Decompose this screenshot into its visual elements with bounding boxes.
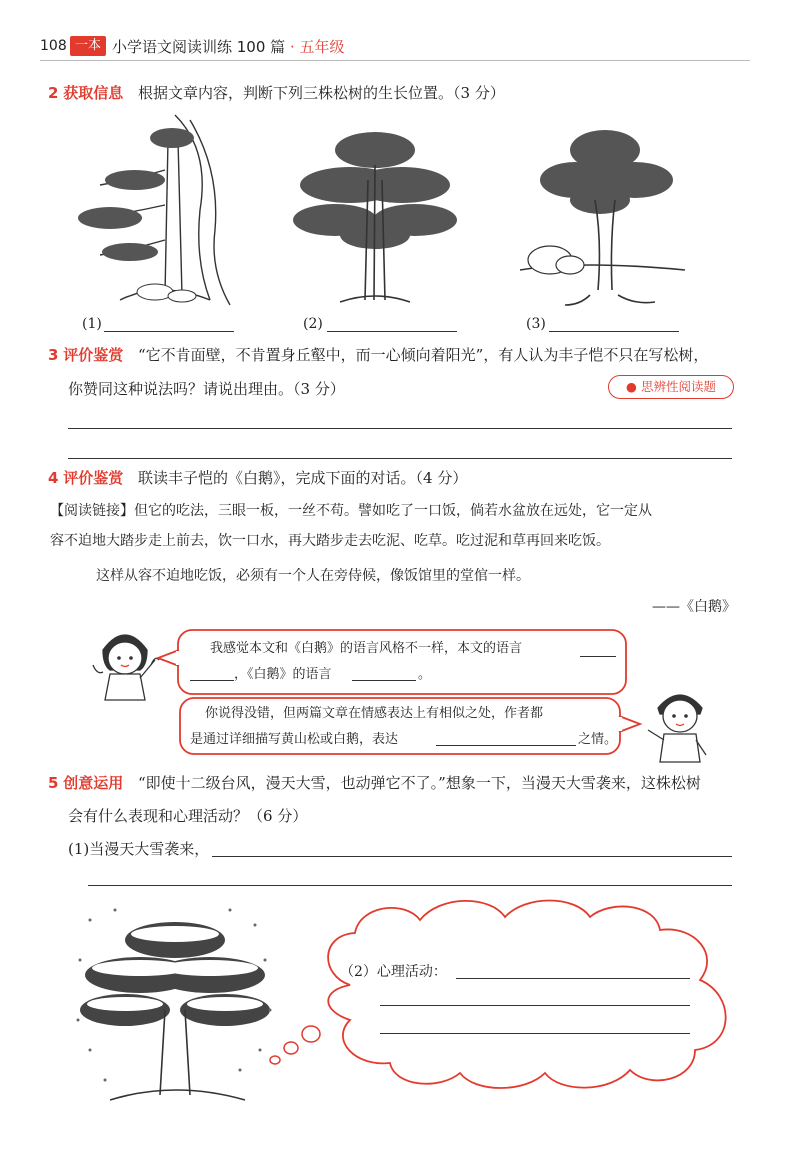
- question-text: 根据文章内容，判断下列三株松树的生长位置。（3 分）: [138, 84, 505, 102]
- cliff-pine-illustration: [60, 110, 240, 310]
- bubble-2-end: 之情。: [578, 732, 618, 747]
- header-separator: ·: [289, 38, 295, 56]
- question-tag: 评价鉴赏: [63, 346, 124, 364]
- cloud-answer-line[interactable]: [380, 1005, 690, 1006]
- question-4-heading: [48, 467, 467, 489]
- answer-label-2: (2): [303, 316, 323, 332]
- psychological-activity-label: （2）心理活动：: [340, 964, 447, 980]
- bubble-1-blank-2[interactable]: [190, 680, 234, 681]
- bubble-1-text-b: ，《白鹅》的语言: [234, 667, 332, 682]
- brand-logo: 一本: [70, 36, 106, 56]
- answer-blank-3[interactable]: [549, 331, 679, 332]
- answer-line[interactable]: [68, 458, 732, 459]
- source-citation: ——《白鹅》: [652, 599, 736, 615]
- question-5-line-2: 会有什么表现和心理活动？（6 分）: [68, 807, 308, 825]
- question-number: 5: [48, 774, 59, 792]
- bubble-2-text-b: 是通过详细描写黄山松或白鹅，表达: [190, 732, 399, 747]
- bubble-2-blank[interactable]: [436, 745, 576, 746]
- reading-link-label: 【阅读链接】: [50, 503, 134, 519]
- book-title-text: 小学语文阅读训练 100 篇: [112, 38, 286, 56]
- question-tag: 获取信息: [63, 84, 124, 102]
- question-2-heading: [48, 82, 505, 104]
- cloud-answer-line[interactable]: [380, 1033, 690, 1034]
- question-number: 3: [48, 346, 59, 364]
- answer-line[interactable]: [68, 428, 732, 429]
- question-number: 4: [48, 469, 59, 487]
- grade-label: 五年级: [299, 38, 345, 56]
- upright-pine-illustration: [290, 120, 460, 310]
- reading-link-line-3: 这样从容不迫地吃饭，必须有一个人在旁侍候，像饭馆里的堂倌一样。: [96, 568, 530, 584]
- question-text-line-1: “即使十二级台风，漫天大雪，也动弹它不了。”想象一下，当漫天大雪袭来，这株松树: [138, 774, 701, 792]
- answer-blank-2[interactable]: [327, 331, 457, 332]
- book-title: [112, 36, 345, 57]
- critical-reading-label: 思辨性阅读题: [640, 379, 716, 394]
- question-3-heading: [48, 344, 708, 366]
- answer-line[interactable]: [212, 856, 732, 857]
- question-tag: 评价鉴赏: [63, 469, 124, 487]
- question-5-sub-1: (1)当漫天大雪袭来，: [68, 840, 210, 858]
- speech-bubble-1-line-1: [210, 637, 522, 661]
- question-5-heading: [48, 772, 701, 794]
- speech-bubble-1-line-2: [234, 663, 332, 687]
- boy-illustration: [640, 680, 720, 765]
- question-3-line-2: 你赞同这种说法吗？请说出理由。（3 分）: [68, 380, 345, 398]
- snowy-pine-illustration: [70, 900, 280, 1110]
- bubble-1-end: 。: [418, 667, 432, 682]
- bubble-1-text-a: 我感觉本文和《白鹅》的语言风格不一样，本文的语言: [210, 641, 523, 656]
- thought-cloud-shape: [310, 895, 750, 1095]
- reading-link-line-1: [50, 500, 652, 522]
- question-text: 联读丰子恺的《白鹅》，完成下面的对话。（4 分）: [138, 469, 468, 487]
- reading-link-line-2: 容不迫地大踏步走上前去，饮一口水，再大踏步走去吃泥、吃草。吃过泥和草再回来吃饭。: [50, 533, 610, 549]
- question-tag: 创意运用: [63, 774, 124, 792]
- speech-bubble-2-line-1: 你说得没错，但两篇文章在情感表达上有相似之处，作者都: [205, 706, 544, 721]
- answer-line[interactable]: [88, 885, 732, 886]
- critical-reading-tag: ● 思辨性阅读题: [608, 375, 734, 399]
- header-divider: [40, 60, 750, 61]
- speech-bubble-2-line-2: [190, 728, 398, 752]
- reading-link-text: 但它的吃法，三眼一板，一丝不苟。譬如吃了一口饭，倘若水盆放在远处，它一定从: [134, 503, 652, 519]
- cloud-answer-line[interactable]: [456, 978, 690, 979]
- bubble-1-blank-3[interactable]: [352, 680, 416, 681]
- page-number: 108: [40, 38, 67, 54]
- answer-label-3: (3): [526, 316, 546, 332]
- bubble-1-blank-1[interactable]: [580, 656, 616, 657]
- question-number: 2: [48, 84, 59, 102]
- question-text-line-1: “它不肯面壁，不肯置身丘壑中，而一心倾向着阳光”，有人认为丰子恺不只在写松树，: [138, 346, 709, 364]
- answer-blank-1[interactable]: [104, 331, 234, 332]
- answer-label-1: (1): [82, 316, 102, 332]
- rock-pine-illustration: [520, 120, 690, 310]
